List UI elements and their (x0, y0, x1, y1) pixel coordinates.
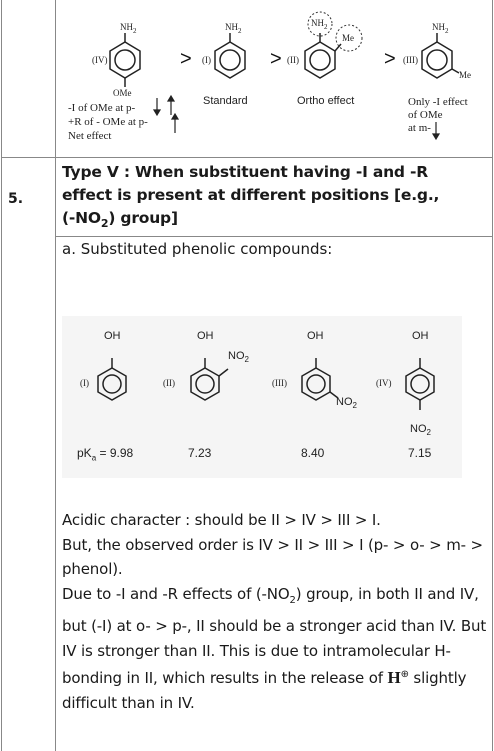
caption-iii-line2: of OMe (408, 109, 443, 121)
caption-iv-line1: -I of OMe at p- (68, 102, 136, 114)
caption-iv-line2: +R of - OMe at p- (68, 116, 148, 128)
aniline-iii-meta-me: Me (459, 70, 471, 80)
aniline-i-top-group: $NH_2$ (225, 22, 242, 35)
phenol-iv-no2: $NO_2$ (410, 423, 431, 438)
explanation-text (62, 508, 487, 716)
phenol-ii-roman: (II) (163, 378, 175, 388)
explanation-para-2: But, the observed order is IV > II > III > I (p- > o- > m- > phenol). (62, 535, 483, 579)
aniline-iii-roman: (III) (403, 55, 418, 65)
phenol-iii-oh: OH (307, 330, 324, 342)
heading-line-2: effect is present at different positions [e.g., (62, 186, 440, 204)
phenol-iv-roman: (IV) (376, 378, 392, 388)
row-number: 5. (8, 191, 24, 207)
aniline-iv-ome: OMe (113, 88, 132, 98)
heading-line-1: Type V : When substituent having -I and -R (62, 163, 428, 181)
aniline-iv-top-group: $NH_2$ (120, 22, 137, 35)
subheading: a. Substituted phenolic compounds: (62, 240, 333, 258)
heading-line-3: $(-NO_2)$ group] (62, 209, 178, 231)
phenol-iii-no2: $NO_2$ (336, 396, 357, 411)
aniline-iv-roman: (IV) (92, 55, 108, 65)
caption-iv-line3: Net effect (68, 130, 112, 142)
phenol-iii-roman: (III) (272, 378, 287, 388)
caption-ii: Ortho effect (297, 95, 355, 107)
phenol-iv-pka: 7.15 (408, 446, 432, 460)
phenol-ii-oh: OH (197, 330, 214, 342)
aniline-iii-top-group: $NH_2$ (432, 22, 449, 35)
caption-iii-line3: at m- (408, 122, 431, 134)
phenol-iv-oh: OH (412, 330, 429, 342)
phenol-i-roman: (I) (80, 378, 89, 388)
explanation-para-1: Acidic character : should be II > IV > III > I. (62, 511, 381, 529)
aniline-ii-roman: (II) (287, 55, 299, 65)
phenol-iii-pka: 8.40 (301, 446, 325, 460)
relation-gt-2: > (270, 48, 282, 70)
heading-divider (55, 236, 493, 237)
relation-gt-1: > (180, 48, 192, 70)
explanation-para-3: Due to -I and -R effects of $(-NO_2)$ group, in both II and IV, but (-I) at o- > p-, II should be a stronger acid than IV. But IV is stronger than II. This is due to intramolecular H- bonding in II, which results in the release of H⊕ slightly difficult than in IV. (62, 585, 487, 712)
phenol-ii-no2: $NO_2$ (228, 350, 249, 365)
aniline-i-roman: (I) (202, 55, 211, 65)
phenol-ii-pka: 7.23 (188, 446, 212, 460)
caption-i: Standard (203, 95, 248, 107)
phenol-i-pka: $pK_a = 9.98$ (77, 446, 134, 463)
aniline-ii-ortho-me: Me (342, 33, 354, 43)
section-heading (62, 161, 480, 235)
relation-gt-3: > (384, 48, 396, 70)
aniline-ii-top-group: $NH_2$ (311, 18, 328, 31)
caption-iii-line1: Only -I effect (408, 96, 468, 108)
phenol-i-oh: OH (104, 330, 121, 342)
